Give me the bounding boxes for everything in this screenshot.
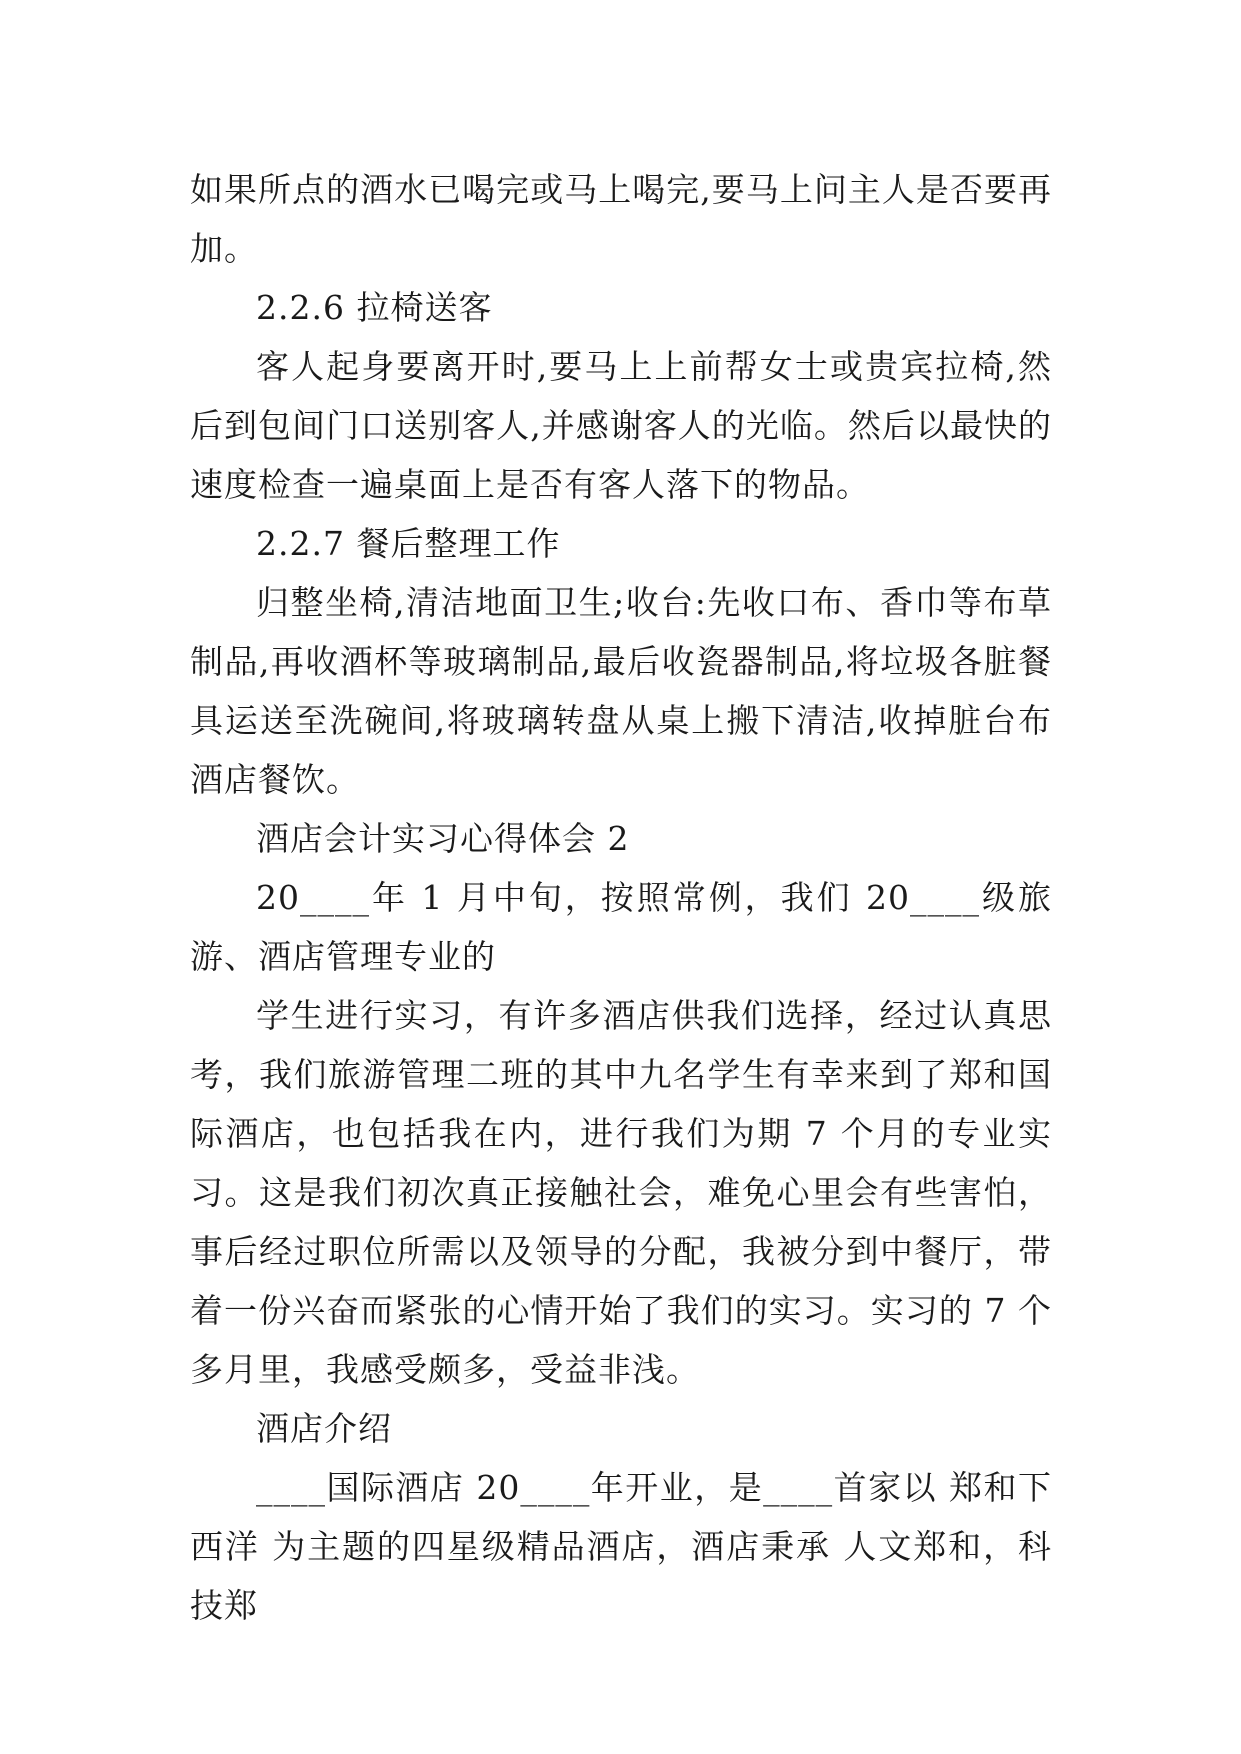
paragraph-seeing-guests-off: 客人起身要离开时,要马上上前帮女士或贵宾拉椅,然后到包间门口送别客人,并感谢客人的光临。然后以最快的速度检查一遍桌面上是否有客人落下的物品。 xyxy=(190,347,1052,504)
heading-2-2-7: 2.2.7 餐后整理工作 xyxy=(256,524,561,563)
document-body xyxy=(190,160,1052,1635)
paragraph-drinks-refill: 如果所点的酒水已喝完或马上喝完,要马上问主人是否要再加。 xyxy=(190,170,1052,268)
paragraph-hotel-intro: ____国际酒店 20____年开业，是____首家以 郑和下西洋 为主题的四星级精品酒店，酒店秉承 人文郑和，科技郑 xyxy=(190,1468,1052,1625)
paragraph-after-meal-cleanup: 归整坐椅,清洁地面卫生;收台:先收口布、香巾等布草制品,再收酒杯等玻璃制品,最后收瓷器制品,将垃圾各脏餐具运送至洗碗间,将玻璃转盘从桌上搬下清洁,收掉脏台布酒店餐饮。 xyxy=(190,583,1052,799)
paragraph-internship-description: 学生进行实习，有许多酒店供我们选择，经过认真思考，我们旅游管理二班的其中九名学生有幸来到了郑和国际酒店，也包括我在内，进行我们为期 7 个月的专业实习。这是我们初次真正接触社会，难免心里会有些害怕，事后经过职位所需以及领导的分配，我被分到中餐厅，带着一份兴奋而紧张的心情开始了我们的实习。实习的 7 个多月里，我感受颇多，受益非浅。 xyxy=(190,996,1052,1389)
paragraph-internship-start: 20____年 1 月中旬，按照常例，我们 20____级旅游、酒店管理专业的 xyxy=(190,878,1052,976)
heading-hotel-intro: 酒店介绍 xyxy=(256,1409,392,1448)
heading-2-2-6: 2.2.6 拉椅送客 xyxy=(256,288,493,327)
section-title-internship-2: 酒店会计实习心得体会 2 xyxy=(256,819,630,858)
